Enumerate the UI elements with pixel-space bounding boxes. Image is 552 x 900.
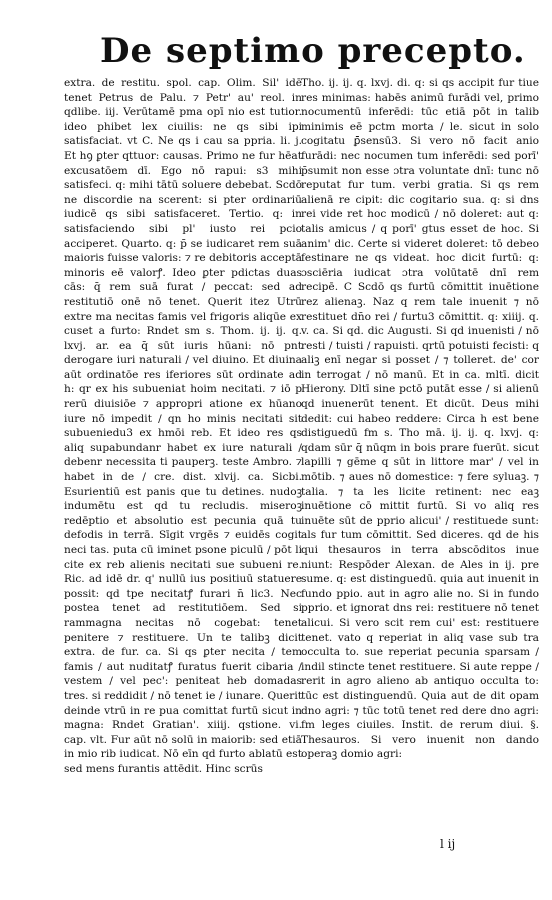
right-text-column bbox=[301, 76, 539, 836]
page-heading: De septimo precepto. bbox=[100, 31, 526, 71]
left-text-column bbox=[64, 76, 302, 836]
right-column-text: Tho. ij. ij. q. lxvj. di. q: si qs accipit fur tiue res minimas: habēs animū furādi vel, primo nocumentū inferēdi: tūc etiā pōt in talib minimis eē pctm morta / le. sicut in solo cogitatu ꝑ̄sensū3. Si vero nō facit anio furādi: nec nocumen tum inferēdi: sed porī' p̄sumit non esse ɔtra voluntate dnī: tunc nō reputat fur tum. verbi gratia. Si qs rem alienā re cipit: dic cogitario sua. q: si dns rei vide ret hoc modicū / nō doleret: aut q: talis amicus / q porī' gtus esset de hoc. Si anim' dic. Certe si videret doleret: tō debeo festinare ne qs videat. hoc dicit furtū: q: ɔsciēria iudicat ɔtra volūtatē dnī rem recipē. C Scdō qs furtū cōmittit inuētione rez alienaꝫ. Naz q rem tale inuenit ⁊ nō restituet dn̄o rei / furtu3 cōmittit. q: xiiij. q. v. ca. Si qd. dic Augusti. Si qd inuenisti / nō resti / tuisti / rapuisti. qrtū potuisti fecisti: q aliꝫ enī negar si posset / ⁊ tolleret. de' cor in terrogat / nō manū. Et in ca. mltī. dicit Hierony. Dltī sine pctō putāt esse / si alienū qd inuenerūt tenent. Et dicūt. Deus mihi dedit: cui habeo reddere: Circa h est bene distiguedū fm s. Tho mā. ij. ij. q. lxvj. q: qdam sūr q̄ nūqm in bois prare fuerūt. sicut lapilli ⁊ gēme q sūt in littore mar' / vel in mōtib. ⁊ aues nō domestice: ⁊ fere syluaꝫ. ⁊ talia. ⁊ ta les licite retinent: nec eaꝫ inuētione cō mittit furtū. Si vo aliq res inuēte sūt de pprio alicui' / restituede sunt: als fur tum cōmittit. Sed diceres. qd de his qui thesauros in terra abscōditos inue niunt: Respōder Alexan. de Ales in ij. pre sume. q: est distinguedū. quia aut inuenit in fundo ppio. aut in agro alie no. Si in fundo pprio. et ignorat dns rei: restituere nō tenet alicui. Si vero scit rem cui' est: restituere tenet. vato q reperiat in aliq vase sub tra occulta to. sue reperiat pecunia sparsam / indil stincte tenet restituere. Si aute reppe / rerit in agro alieno ab antiquo occulta to: tūc est distinguendū. Quia aut de dit opam dno agri: ⁊ tūc totū tenet red dere dno agri: fm leges ciuiles. Instit. de rerum diui. §. Thesauros. Si vero inuenit non dando operaꝫ domio agri: bbox=[301, 77, 539, 761]
left-column-text: extra. de restitu. spol. cap. Olim. Sil' idē tenet Petrus de Palu. ⁊ Petr' au' reol. in qdlibe. iij. Verūtamē pma opī nio est tutior. ideo phibet lex ciuilis: ne qs sibi ipi satisfaciat. vt C. Ne qs i cau sa ppria. li. j. Et hꝯ ꝑter qttuor: causas. Primo ne fur hēat excusatōem dī. Ego nō rapui: s3 mihi satisfeci. q: mihi tātū soluere debebat. Scdō ne discordie na scerent: si pter ordinariū iudicē qs sibi satisfaceret. Tertio. q: in satisfaciendo sibi pl' iusto rei pcio acciperet. Quarto. q: p̄ se iudicaret rem suā maioris fuisse valoris: ⁊ re debitoris acceptā minoris eē valorꝭ. Ideo ꝑter pdictas duas cās: q̄ rem suā furat / peccat: sed ad restitutiō onē nō tenet. Querit itez Utrū extre ma necitas famis vel frigoris aliqūe ex cuset a furto: Rndet sm s. Thom. ij. ij. q. lxvj. ar. ea q̄ sūt iuris hūani: nō pnt derogare iuri naturali / vel diuino. Et diuina aūt ordinatōe res iferiores sūt ordinate ad h: qr ex his subueniat hoim necitati. ⁊ iō p rerū diuisiōe ⁊ appropri atione ex hūano iure nō impedit / qn ho minis necitati sit subueniedu3 ex hmōi reb. Et ideo res qs aliq supabundanr habet ex iure naturali / debenr necessita ti pauperꝫ. teste Ambro. ⁊ habet in de / cre. dist. xlvij. ca. Sicbi. Esurientiū est panis que tu detines. nudoꝫ indumētu est qd tu recludis. miseroꝫ redēptio et absolutio est pecunia quā tu defodis in terrā. Sīgit vrgēs ⁊ euidēs cogit neci tas. puta cū iminet psone piculū / pōt li cite ex reb alienis necitati sue subueni re. Ric. ad idē dr. q' nullū ius positiuū statuere possit: qd tpe necitatꝭ furari n̄ lic3. Nec postea tenet ad restitutiōem. Sed si rammagna necitas nō cogebat: tenet penitere ⁊ restituere. Un te talibꝫ dicit extra. de fur. ca. Si qs ꝑter necita / tem famis / aut nuditatꝭ furatus fuerit cibaria / vestem / vel pec': peniteat heb domadas tres. si reddidit / nō tenet ie / iunare. Querit deinde vtrū in re pua comittat furtū sicut in magna: Rndet Gratian'. xiiij. qstione. vi. cap. vlt. Fur aūt nō solū in maiorib: sed etiā in mio rib iudicat. Nō eīn qd furto ablatū est sed mens furantis attēdit. Hinc scrūs bbox=[64, 77, 302, 775]
signature-mark: l ij bbox=[440, 837, 456, 851]
